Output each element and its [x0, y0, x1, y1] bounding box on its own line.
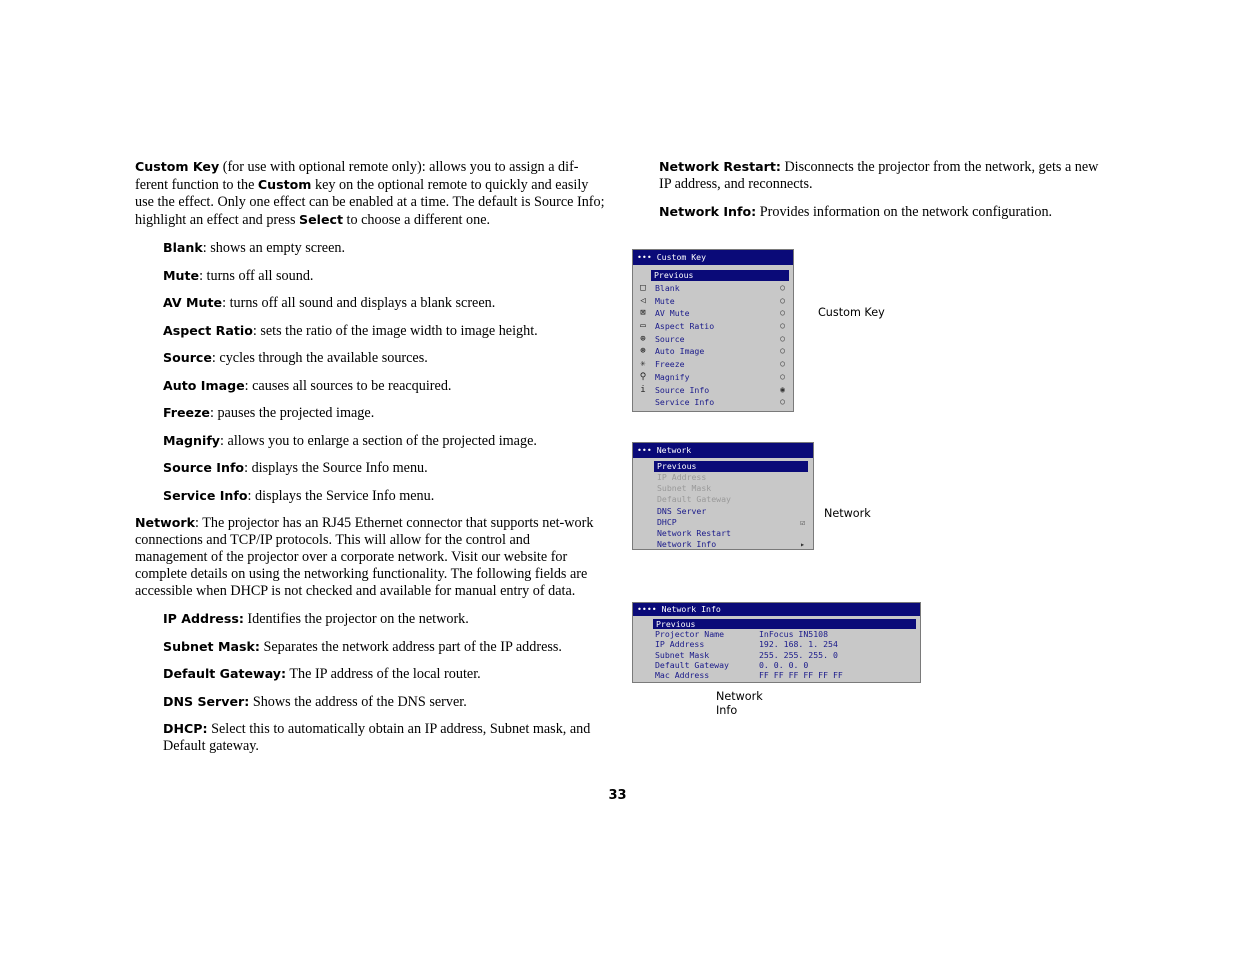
- network-info-menu: [632, 602, 921, 683]
- menu-item[interactable]: [633, 528, 813, 539]
- menu-item-label: IP Address: [657, 472, 707, 482]
- checkbox-icon[interactable]: ☑: [800, 517, 805, 527]
- network-info-menu-title: •••• Network Info: [633, 603, 920, 616]
- freeze-icon: ✳: [640, 359, 646, 370]
- menu-item-label: Source Info: [655, 384, 710, 395]
- info-value: InFocus IN5108: [759, 629, 829, 639]
- menu-item[interactable]: [633, 517, 813, 528]
- menu-dots-icon: •••: [637, 445, 652, 455]
- menu-item-label: Default Gateway: [657, 494, 731, 505]
- field-item: DHCP: Select this to automatically obtain an IP address, Subnet mask, and Default gateway.: [163, 721, 591, 754]
- info-row: [633, 639, 920, 649]
- aspect-ratio-icon: ▭: [640, 321, 646, 332]
- radio-icon[interactable]: ○: [780, 346, 785, 356]
- option-item: Service Info: displays the Service Info menu.: [163, 487, 435, 504]
- menu-item[interactable]: [633, 494, 813, 505]
- option-item: Freeze: pauses the projected image.: [163, 405, 375, 421]
- right-column: [659, 158, 1099, 231]
- info-row: [633, 650, 920, 660]
- option-item: Source: cycles through the available sources.: [163, 350, 428, 366]
- network-menu: [632, 442, 814, 550]
- menu-item-label: Freeze: [655, 359, 685, 370]
- network-info-caption: Network Info: [716, 690, 763, 717]
- info-label: Projector Name: [655, 629, 725, 639]
- menu-item[interactable]: [633, 472, 813, 483]
- info-label: Default Gateway: [655, 659, 729, 670]
- menu-item-label: Source: [655, 333, 685, 344]
- menu-item-label: Auto Image: [655, 346, 705, 357]
- info-row: [633, 660, 920, 670]
- radio-icon[interactable]: ○: [780, 397, 785, 407]
- network-menu-title: ••• Network: [633, 443, 813, 458]
- left-column: [135, 158, 605, 765]
- field-item: Subnet Mask: Separates the network address part of the IP address.: [163, 638, 562, 655]
- radio-icon[interactable]: ○: [780, 359, 785, 369]
- info-row: [633, 670, 920, 680]
- info-label: Mac Address: [655, 670, 710, 681]
- menu-item-label: Aspect Ratio: [655, 321, 715, 332]
- custom-key-menu-title: ••• Custom Key: [633, 250, 793, 265]
- magnify-icon: ⚲: [639, 371, 647, 382]
- custom-key-paragraph: Custom Key (for use with optional remote only): allows you to assign a dif-ferent function to the Custom key on the optional remote to quickly and easily use the effect. Only one effect can be enabled at a time. The default is Source Info; highlight an effect and press Select to choose a different one.: [135, 159, 605, 228]
- menu-item[interactable]: [633, 345, 793, 358]
- menu-item-previous[interactable]: Previous: [653, 619, 916, 629]
- option-item: Mute: turns off all sound.: [163, 267, 314, 284]
- radio-icon[interactable]: ○: [780, 283, 785, 292]
- field-item: IP Address: Identifies the projector on the network.: [163, 611, 469, 627]
- radio-icon[interactable]: ○: [780, 321, 785, 331]
- custom-key-menu: [632, 249, 794, 412]
- menu-item-label: AV Mute: [655, 308, 690, 319]
- menu-item-label: Network Info: [657, 539, 717, 550]
- custom-key-options-list: [135, 239, 605, 505]
- menu-item[interactable]: [633, 384, 793, 397]
- menu-item[interactable]: [633, 358, 793, 371]
- network-restart-paragraph: Network Restart: Disconnects the projector from the network, gets a new IP address, and reconnects.: [659, 159, 1099, 192]
- radio-icon[interactable]: ○: [780, 295, 785, 305]
- network-caption: Network: [824, 507, 871, 520]
- menu-item[interactable]: [633, 295, 793, 308]
- option-item: AV Mute: turns off all sound and displays a blank screen.: [163, 295, 496, 311]
- info-row: [633, 629, 920, 639]
- menu-item[interactable]: [633, 282, 793, 295]
- arrow-right-icon[interactable]: ▸: [800, 540, 805, 550]
- menu-item-label: Mute: [655, 295, 675, 306]
- menu-item-label: Service Info: [655, 397, 715, 408]
- radio-icon[interactable]: ○: [780, 308, 785, 318]
- radio-icon[interactable]: ○: [780, 371, 785, 381]
- option-item: Source Info: displays the Source Info menu.: [163, 460, 428, 476]
- info-value: 192. 168. 1. 254: [759, 639, 838, 650]
- menu-item-label: Blank: [655, 283, 680, 293]
- menu-item-label: DHCP: [657, 516, 677, 527]
- menu-item[interactable]: [633, 396, 793, 409]
- menu-item[interactable]: [633, 307, 793, 320]
- option-item: Magnify: allows you to enlarge a section of the projected image.: [163, 432, 537, 449]
- speaker-icon: ◁: [640, 295, 646, 306]
- network-fields-list: [135, 610, 605, 755]
- option-item: Aspect Ratio: sets the ratio of the image width to image height.: [163, 322, 538, 339]
- menu-item-previous[interactable]: Previous: [651, 270, 789, 281]
- option-item: Blank: shows an empty screen.: [163, 240, 346, 256]
- menu-item-label: Network Restart: [657, 527, 731, 538]
- menu-item[interactable]: [633, 320, 793, 333]
- info-value: 0. 0. 0. 0: [759, 659, 809, 670]
- info-label: IP Address: [655, 639, 705, 650]
- page-number: 33: [608, 788, 627, 803]
- menu-item[interactable]: [633, 483, 813, 494]
- menu-dots-icon: ••••: [637, 604, 657, 614]
- menu-item-previous[interactable]: Previous: [654, 461, 808, 472]
- info-value: FF FF FF FF FF FF: [759, 670, 843, 681]
- blank-icon: □: [640, 283, 646, 293]
- info-icon: i: [640, 384, 646, 395]
- menu-item-label: Magnify: [655, 371, 690, 382]
- menu-item[interactable]: [633, 333, 793, 346]
- auto-image-icon: ⊛: [640, 346, 646, 357]
- av-mute-icon: ⊠: [640, 308, 646, 319]
- menu-item-label: DNS Server: [657, 505, 707, 516]
- radio-icon[interactable]: ◉: [780, 384, 785, 394]
- menu-dots-icon: •••: [637, 252, 652, 262]
- menu-item-label: Subnet Mask: [657, 483, 712, 494]
- custom-key-caption: Custom Key: [818, 306, 885, 319]
- menu-item[interactable]: [633, 506, 813, 517]
- field-item: DNS Server: Shows the address of the DNS server.: [163, 693, 467, 710]
- info-label: Subnet Mask: [655, 649, 710, 660]
- network-paragraph: Network: The projector has an RJ45 Ethernet connector that supports net-work connections and TCP/IP protocols. This will allow for the control and management of the projector over a corporate network. Visit our website for complete details on using the networking functionality. The following fields are accessible when DHCP is not checked and available for manual entry of data.: [135, 515, 594, 599]
- option-item: Auto Image: causes all sources to be reacquired.: [163, 377, 452, 394]
- menu-item[interactable]: [633, 371, 793, 384]
- menu-item[interactable]: [633, 539, 813, 550]
- source-icon: ⊕: [640, 333, 646, 344]
- radio-icon[interactable]: ○: [780, 333, 785, 343]
- field-item: Default Gateway: The IP address of the local router.: [163, 666, 481, 682]
- info-value: 255. 255. 255. 0: [759, 649, 838, 660]
- network-info-paragraph: Network Info: Provides information on the network configuration.: [659, 204, 1053, 220]
